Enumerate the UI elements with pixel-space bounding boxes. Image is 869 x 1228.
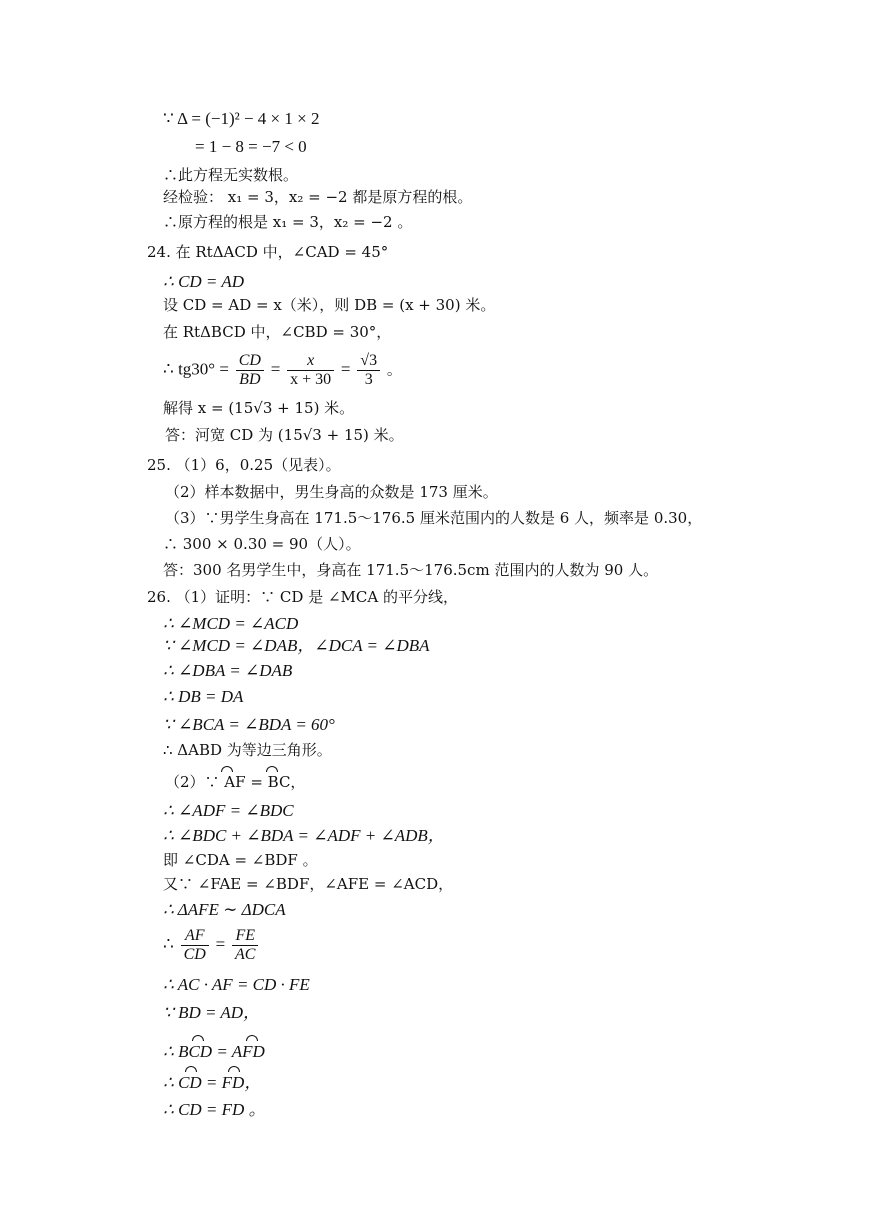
fraction-af-cd-numerator: AF: [181, 927, 209, 946]
q26-bd-ad-line: ∵ BD = AD，: [163, 1003, 261, 1022]
fraction-fe-ac: [232, 927, 258, 964]
q26-part2-line: （2）∵ AF = BC，: [165, 773, 306, 791]
q25-calculation-line: ∴ 300 × 0.30 = 90（人）。: [163, 535, 361, 553]
q26-line-8: ∴ ∠ADF = ∠BDC: [163, 801, 294, 820]
q25-part2-line: （2）样本数据中，男生身高的众数是 173 厘米。: [165, 483, 498, 501]
fraction-x-x30-numerator: x: [287, 352, 334, 371]
fraction-sqrt3-3: [357, 352, 380, 389]
fraction-af-cd-denominator: CD: [183, 946, 206, 963]
fraction-x-x30-denominator: x + 30: [290, 371, 332, 388]
q24-line-2: 设 CD = AD = x（米），则 DB = (x + 30) 米。: [163, 296, 496, 314]
q24-line-3: 在 RtΔBCD 中，∠CBD = 30°，: [163, 323, 392, 341]
q26-ratio-equation: ∴ $\frac{AF}{CD}$ = $\frac{FE}{AC}$: [163, 927, 260, 967]
q26-conclusion-line: ∴ CD = FD 。: [163, 1100, 266, 1119]
q26-heading: 26. （1）证明：∵ CD 是 ∠MCA 的平分线，: [147, 588, 458, 606]
no-real-roots-line: ∴此方程无实数根。: [163, 166, 299, 184]
fraction-sqrt3-3-denominator: 3: [364, 371, 373, 388]
arc-bc-mark: [266, 766, 278, 772]
q24-answer-line: 答：河宽 CD 为 (15√3 + 15) 米。: [165, 426, 404, 444]
delta-result-line: = 1 − 8 = −7 < 0: [195, 137, 307, 156]
arc-bcd-mark: [192, 1035, 204, 1041]
fraction-x-x30: [287, 352, 334, 389]
arc-cd-mark: [185, 1066, 197, 1072]
q26-line-1: ∴ ∠MCD = ∠ACD: [163, 614, 299, 633]
fraction-fe-ac-denominator: AC: [235, 946, 256, 963]
q25-heading: 25. （1）6，0.25（见表）。: [147, 456, 341, 474]
q26-line-9: ∴ ∠BDC + ∠BDA = ∠ADF + ∠ADB，: [163, 826, 445, 845]
q26-line-4: ∴ DB = DA: [163, 687, 244, 706]
q26-arc-bcd-afd: ∴ BCD = AFD: [163, 1042, 265, 1061]
q24-solution-line: 解得 x = (15√3 + 15) 米。: [163, 399, 355, 417]
q26-arc-cd-fd: ∴ CD = FD，: [163, 1073, 262, 1092]
q24-tangent-equation: ∴ tg30° = $\frac{CD}{BD}$ = $\frac{x}{x + 30}$ = $\frac{√3}{3}$ 。: [163, 352, 402, 388]
fraction-cd-bd: [236, 352, 264, 389]
arc-afd-mark: [246, 1035, 258, 1041]
q26-line-2: ∵ ∠MCD = ∠DAB，∠DCA = ∠DBA: [163, 636, 430, 655]
fraction-cd-bd-denominator: BD: [239, 371, 261, 388]
arc-fd-mark: [228, 1066, 240, 1072]
fraction-fe-ac-numerator: FE: [232, 927, 258, 946]
q26-similar-triangles: ∴ ΔAFE ∼ ΔDCA: [163, 900, 286, 919]
fraction-sqrt3-3-numerator: √3: [357, 352, 380, 371]
q26-line-6: ∴ ΔABD 为等边三角形。: [163, 741, 332, 759]
fraction-cd-bd-numerator: CD: [236, 352, 264, 371]
q26-line-10: 即 ∠CDA = ∠BDF 。: [163, 851, 318, 869]
q25-answer-line: 答：300 名男学生中，身高在 171.5～176.5cm 范围内的人数为 90 人。: [163, 561, 659, 579]
delta-line: ∵ Δ = (−1)² − 4 × 1 × 2: [163, 109, 320, 128]
q26-product-line: ∴ AC · AF = CD · FE: [163, 975, 310, 994]
q26-line-3: ∴ ∠DBA = ∠DAB: [163, 661, 293, 680]
roots-conclusion-line: ∴原方程的根是 x₁ = 3，x₂ = −2 。: [163, 213, 413, 231]
q24-heading: 24. 在 RtΔACD 中，∠CAD = 45°: [147, 243, 389, 261]
q26-line-11: 又∵ ∠FAE = ∠BDF，∠AFE = ∠ACD，: [163, 875, 454, 893]
q24-tangent-prefix: ∴ tg30° =: [163, 359, 229, 379]
q26-line-5: ∵ ∠BCA = ∠BDA = 60°: [163, 715, 335, 734]
arc-af-mark: [221, 766, 233, 772]
verification-line: 经检验： x₁ = 3，x₂ = −2 都是原方程的根。: [163, 188, 473, 206]
q24-line-1: ∴ CD = AD: [163, 272, 245, 291]
q25-part3-line: （3）∵男学生身高在 171.5～176.5 厘米范围内的人数是 6 人，频率是 0.30，: [165, 509, 703, 527]
fraction-af-cd: [181, 927, 209, 964]
